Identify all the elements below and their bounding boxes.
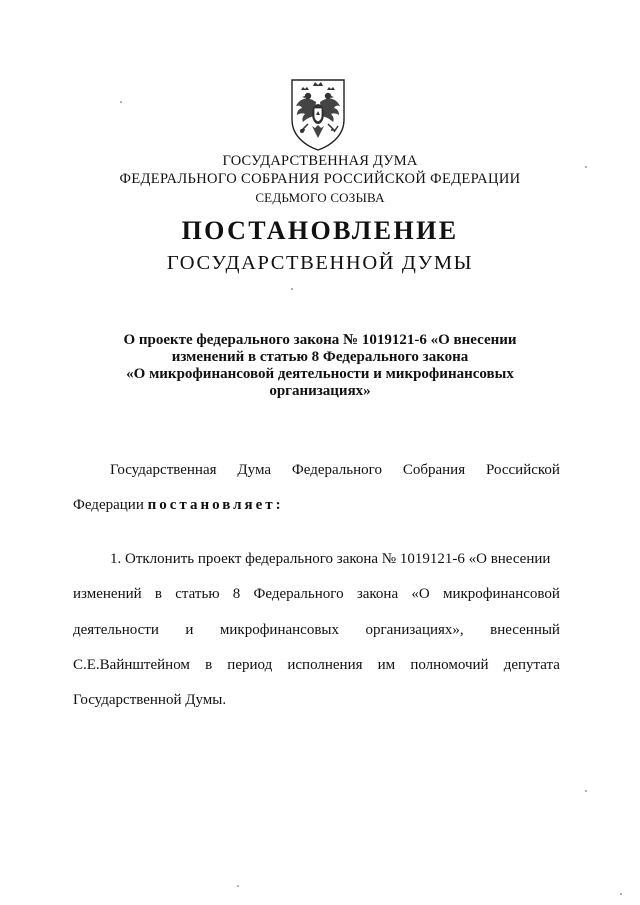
word: депутата [503,657,560,673]
word: Дума [237,462,272,478]
word: период [227,657,273,673]
item1-line-1: 1. Отклонить проект федерального закона № 1019121-6 «О внесении [110,551,551,567]
word: закона [356,586,399,602]
scan-speck [237,885,239,887]
word: микрофинансовых [219,622,339,638]
word: Государственная [110,462,217,478]
document-title: ПОСТАНОВЛЕНИЕ [181,216,459,245]
word: 8 [232,586,241,602]
word: организациях», [365,622,464,638]
scan-speck [585,790,587,792]
word: С.Е.Вайнштейном [73,657,190,673]
word: изменений [73,586,142,602]
coat-of-arms-icon [286,76,350,152]
resolution-heading [100,332,540,400]
preamble-line-1 [110,462,560,479]
word: Федерального [291,462,382,478]
scan-speck [620,893,622,895]
item1-line-5: Государственной Думы. [73,692,227,708]
word: им [377,657,396,673]
word: «О [411,586,430,602]
scan-speck [585,166,587,168]
word: Федерального [253,586,344,602]
word: внесенный [490,622,560,638]
word: в [205,657,213,673]
word: Собрания [402,462,466,478]
org-name-line-1: ГОСУДАРСТВЕННАЯ ДУМА [222,153,418,169]
word: статью [175,586,220,602]
preamble-line-2 [73,497,284,514]
word: деятельности [73,622,159,638]
convocation-line: СЕДЬМОГО СОЗЫВА [255,190,385,205]
word: полномочий [410,657,489,673]
word: и [185,622,194,638]
word: исполнения [287,657,363,673]
scan-speck [291,288,293,290]
document-subtitle: ГОСУДАРСТВЕННОЙ ДУМЫ [166,252,474,274]
scan-speck [120,101,122,103]
word: в [154,586,163,602]
preamble-prefix: Федерации [73,497,144,513]
item1-line-4 [73,657,560,674]
heading-line: изменений в статью 8 Федерального закона [171,349,469,365]
item1-line-2 [73,586,560,603]
heading-line: организациях» [269,383,371,399]
heading-line: О проекте федерального закона № 1019121-6 «О внесении [123,332,517,348]
heading-line: «О микрофинансовой деятельности и микрофинансовых [126,366,514,382]
resolves-word: постановляет: [147,497,284,513]
word: микрофинансовой [442,586,560,602]
word: Российской [486,462,560,478]
org-name-line-2: ФЕДЕРАЛЬНОГО СОБРАНИЯ РОССИЙСКОЙ ФЕДЕРАЦИИ [119,171,521,187]
item1-line-3 [73,622,560,639]
